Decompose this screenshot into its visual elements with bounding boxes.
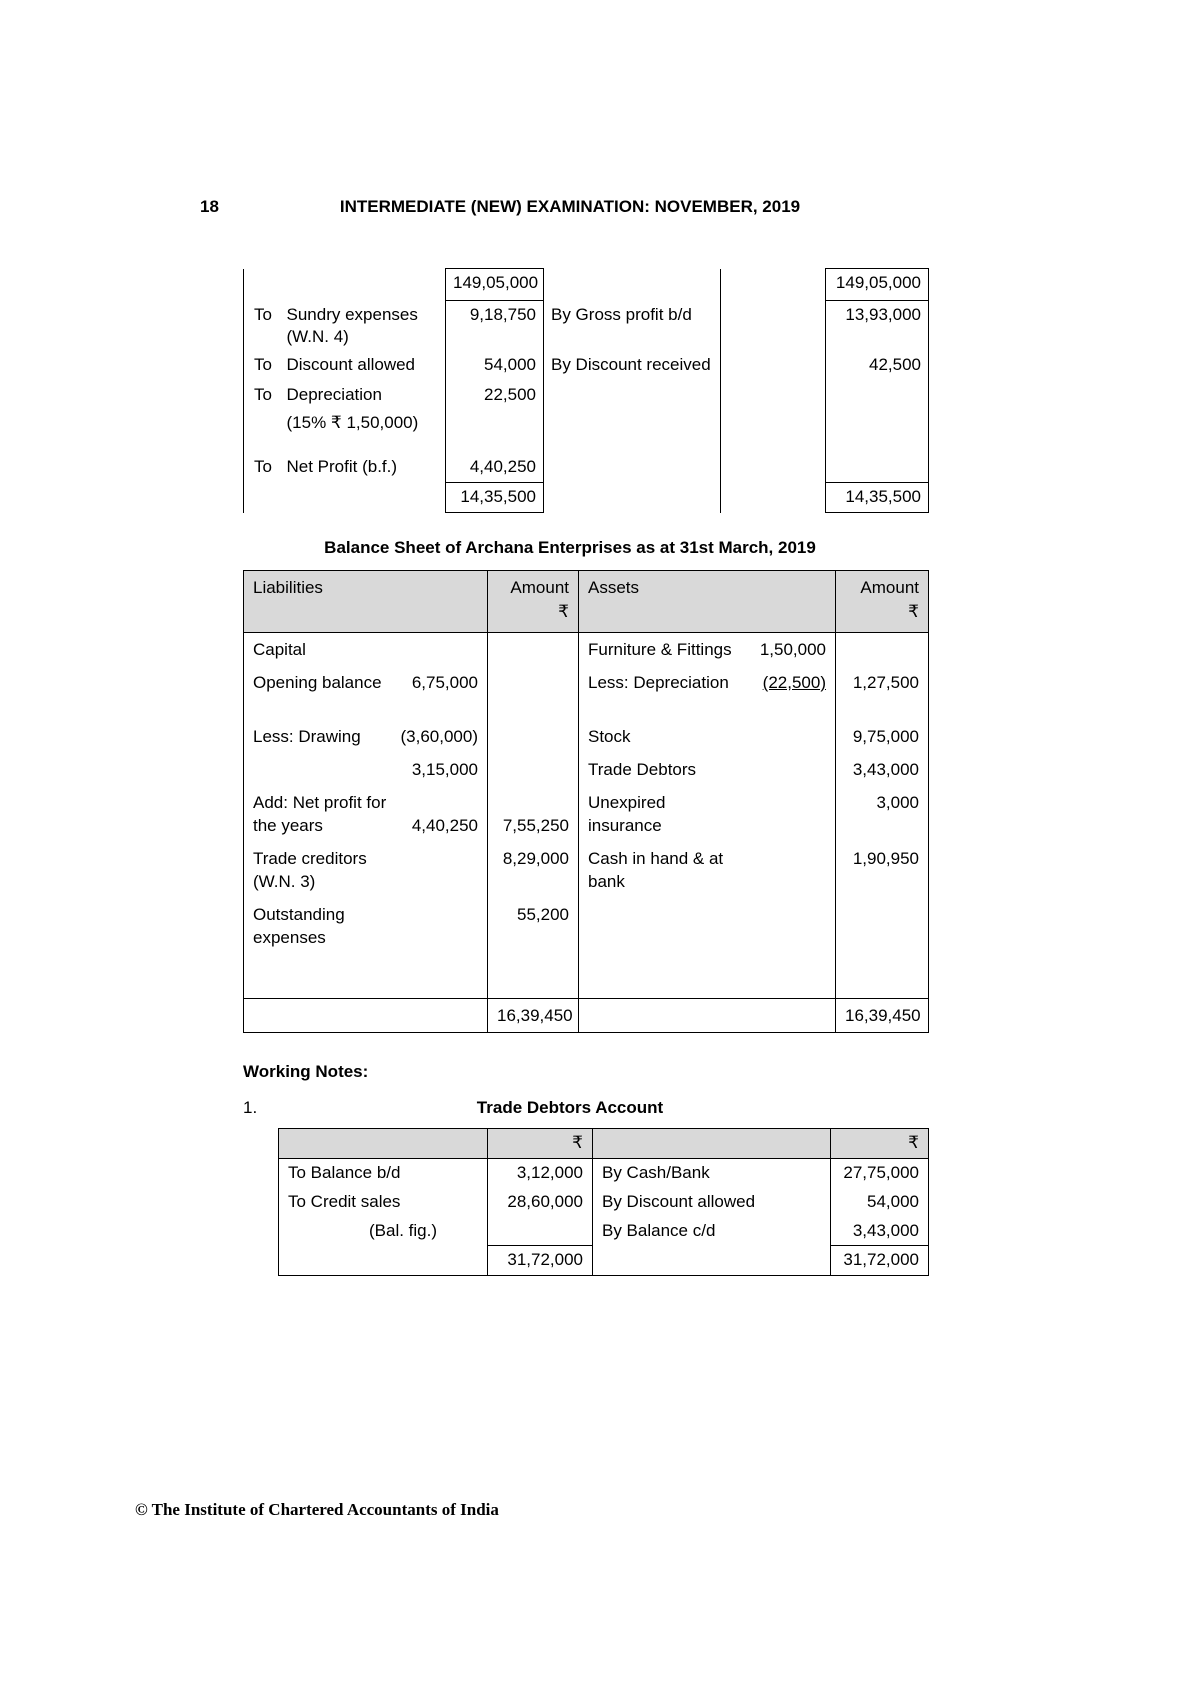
pl-by-amount: 13,93,000 [826, 301, 929, 351]
bs-liabilities-cell [244, 786, 488, 842]
table-header-row [244, 571, 929, 633]
bs-liability-amount: 7,55,250 [488, 786, 579, 842]
spacer-row [244, 439, 929, 453]
pl-item-amount: 54,000 [446, 351, 544, 381]
empty-cell [544, 269, 721, 301]
table-row [244, 409, 929, 439]
pl-item-amount: 9,18,750 [446, 301, 544, 351]
table-row [279, 1217, 929, 1246]
pl-by-label: By Discount received [551, 354, 711, 374]
bs-header-liabilities: Liabilities [244, 571, 488, 633]
table-total-row [279, 1246, 929, 1276]
page-number: 18 [200, 197, 219, 216]
bs-assets-cell [579, 666, 836, 720]
empty-cell [280, 269, 446, 301]
wn-total-left-amount: 31,72,000 [488, 1246, 593, 1276]
wn-by-amount: 3,43,000 [831, 1217, 929, 1246]
bs-asset-amount: 9,75,000 [836, 720, 929, 753]
table-row [244, 786, 929, 842]
bs-liability-inner-amount: (3,60,000) [400, 727, 478, 746]
bs-asset-amount: 3,000 [836, 786, 929, 842]
trade-debtors-account-title: Trade Debtors Account [476, 1098, 664, 1117]
empty-cell [836, 954, 929, 998]
bs-asset-label: Unexpired insurance [588, 793, 666, 835]
pl-bf-left-amount: 149,05,000 [446, 269, 544, 301]
empty-cell [244, 998, 488, 1032]
rupee-symbol: ₹ [908, 602, 919, 621]
bs-liability-label: Less: Drawing [253, 727, 361, 746]
bs-assets-cell [579, 842, 836, 898]
bs-assets-cell [579, 753, 836, 786]
pl-item-cell [280, 301, 446, 351]
bs-liabilities-cell [244, 633, 488, 667]
table-row [279, 1188, 929, 1217]
pl-by-label: By Gross profit b/d [551, 304, 692, 324]
page-header-title: INTERMEDIATE (NEW) EXAMINATION: NOVEMBER, 2019 [339, 197, 801, 216]
empty-cell [244, 954, 488, 998]
empty-cell [721, 483, 826, 513]
wn-by-amount: 54,000 [831, 1188, 929, 1217]
wn-by-label: By Discount allowed [593, 1188, 831, 1217]
table-row [244, 720, 929, 753]
table-row [244, 898, 929, 954]
empty-cell [721, 439, 826, 453]
bs-liabilities-cell [244, 720, 488, 753]
pl-by-label [544, 409, 721, 439]
wn-by-label: By Cash/Bank [593, 1159, 831, 1188]
pl-total-right-amount: 14,35,500 [826, 483, 929, 513]
pl-to-label: To [244, 453, 280, 483]
empty-cell [280, 439, 446, 453]
rupee-symbol: ₹ [831, 1129, 929, 1159]
pl-to-label: To [244, 301, 280, 351]
bs-total-liabilities-amount: 16,39,450 [488, 998, 579, 1032]
table-row [244, 351, 929, 381]
bs-header-amount-right [836, 571, 929, 633]
bs-header-amount-left [488, 571, 579, 633]
pl-to-label: To [244, 351, 280, 381]
table-header-row [279, 1129, 929, 1159]
empty-cell [446, 439, 544, 453]
bs-asset-amount [836, 898, 929, 954]
empty-cell [244, 269, 280, 301]
empty-cell [593, 1246, 831, 1276]
trade-debtors-account-table [278, 1128, 929, 1276]
pl-bf-right-amount: 149,05,000 [826, 269, 929, 301]
bs-asset-amount: 3,43,000 [836, 753, 929, 786]
pl-by-label [544, 453, 721, 483]
empty-cell [579, 954, 836, 998]
wn-item-label: To Credit sales [279, 1188, 488, 1217]
pl-item-label: Depreciation [286, 384, 382, 404]
empty-cell [826, 439, 929, 453]
empty-cell [579, 998, 836, 1032]
balance-sheet-table [243, 570, 929, 1033]
bs-asset-label: Stock [588, 727, 631, 746]
empty-cell [244, 483, 280, 513]
working-notes-heading: Working Notes: [243, 1062, 369, 1081]
pl-by-amount [826, 409, 929, 439]
bs-liabilities-cell [244, 842, 488, 898]
wn-item-label: To Balance b/d [279, 1159, 488, 1188]
wn-item-label: (Bal. fig.) [279, 1217, 488, 1246]
bs-asset-label: Cash in hand & at bank [588, 849, 724, 891]
table-row [244, 753, 929, 786]
bs-liability-label: Trade creditors (W.N. 3) [253, 849, 367, 891]
table-row [244, 666, 929, 720]
pl-item-sub-label: (W.N. 4) [286, 326, 349, 346]
bs-liability-label: Capital [253, 640, 306, 659]
pl-item-label: Discount allowed [286, 354, 416, 374]
table-row [279, 1159, 929, 1188]
table-row-brought-forward [244, 269, 929, 301]
table-total-row [244, 998, 929, 1032]
rupee-symbol: ₹ [488, 1129, 593, 1159]
bs-asset-label: Less: Depreciation [588, 673, 729, 692]
bs-liability-label: Add: Net profit for the years [253, 793, 387, 835]
bs-assets-cell [579, 898, 836, 954]
bs-assets-cell [579, 786, 836, 842]
empty-cell [721, 409, 826, 439]
empty-cell [244, 439, 280, 453]
pl-by-amount: 42,500 [826, 351, 929, 381]
wn-item-amount: 28,60,000 [488, 1188, 593, 1217]
table-total-row [244, 483, 929, 513]
note-number: 1. [243, 1098, 258, 1117]
pl-to-label: To [244, 381, 280, 409]
bs-liabilities-cell [244, 666, 488, 720]
table-row [244, 453, 929, 483]
pl-by-amount [826, 381, 929, 409]
balance-sheet-title: Balance Sheet of Archana Enterprises as at 31st March, 2019 [324, 538, 816, 557]
pl-item-label: (15% ₹ 1,50,000) [286, 412, 419, 432]
bs-asset-amount: 1,90,950 [836, 842, 929, 898]
empty-cell [721, 453, 826, 483]
bs-liability-inner-amount: 6,75,000 [411, 673, 478, 692]
pl-total-left-amount: 14,35,500 [446, 483, 544, 513]
bs-liability-amount: 55,200 [488, 898, 579, 954]
empty-cell [721, 301, 826, 351]
table-row [244, 633, 929, 667]
table-row [244, 301, 929, 351]
amount-header-label: Amount [510, 578, 569, 597]
bs-asset-amount [836, 633, 929, 667]
bs-asset-amount: 1,27,500 [836, 666, 929, 720]
pl-item-amount [446, 409, 544, 439]
bs-liability-inner-amount: 4,40,250 [411, 816, 478, 835]
empty-cell [721, 381, 826, 409]
empty-cell [280, 483, 446, 513]
bs-header-assets: Assets [579, 571, 836, 633]
pl-by-amount [826, 453, 929, 483]
bs-total-assets-amount: 16,39,450 [836, 998, 929, 1032]
wn-by-amount: 27,75,000 [831, 1159, 929, 1188]
table-row [244, 381, 929, 409]
table-row [244, 842, 929, 898]
bs-liability-amount: 8,29,000 [488, 842, 579, 898]
bs-liability-label: Outstanding expenses [253, 905, 345, 947]
empty-cell [721, 351, 826, 381]
empty-cell [279, 1246, 488, 1276]
bs-assets-cell [579, 633, 836, 667]
amount-header-label: Amount [860, 578, 919, 597]
wn-total-right-amount: 31,72,000 [831, 1246, 929, 1276]
wn-item-amount: 3,12,000 [488, 1159, 593, 1188]
empty-cell [488, 954, 579, 998]
empty-header-cell [279, 1129, 488, 1159]
empty-cell [544, 439, 721, 453]
rupee-symbol: ₹ [558, 602, 569, 621]
empty-header-cell [593, 1129, 831, 1159]
bs-asset-label: Furniture & Fittings [588, 640, 732, 659]
spacer-row [244, 954, 929, 998]
copyright-footer: © The Institute of Chartered Accountants of India [135, 1500, 499, 1519]
pl-item-label: Net Profit (b.f.) [286, 456, 398, 476]
pl-item-amount: 22,500 [446, 381, 544, 409]
profit-and-loss-account-table [243, 268, 929, 513]
bs-liabilities-cell [244, 753, 488, 786]
wn-by-label: By Balance c/d [593, 1217, 831, 1246]
wn-item-amount [488, 1217, 593, 1246]
bs-liability-label: Opening balance [253, 673, 382, 692]
bs-liability-amount [488, 633, 579, 667]
pl-by-label [544, 381, 721, 409]
bs-liabilities-cell [244, 898, 488, 954]
pl-item-amount: 4,40,250 [446, 453, 544, 483]
bs-asset-inner-amount: (22,500) [762, 673, 826, 692]
pl-item-label: Sundry expenses [286, 304, 418, 324]
bs-asset-label: Trade Debtors [588, 760, 697, 779]
bs-liability-inner-amount: 3,15,000 [411, 760, 478, 779]
bs-liability-amount [488, 666, 579, 720]
pl-to-label [244, 409, 280, 439]
bs-liability-amount [488, 720, 579, 753]
bs-asset-inner-amount: 1,50,000 [759, 640, 826, 659]
empty-cell [721, 269, 826, 301]
empty-cell [544, 483, 721, 513]
bs-liability-amount [488, 753, 579, 786]
bs-assets-cell [579, 720, 836, 753]
